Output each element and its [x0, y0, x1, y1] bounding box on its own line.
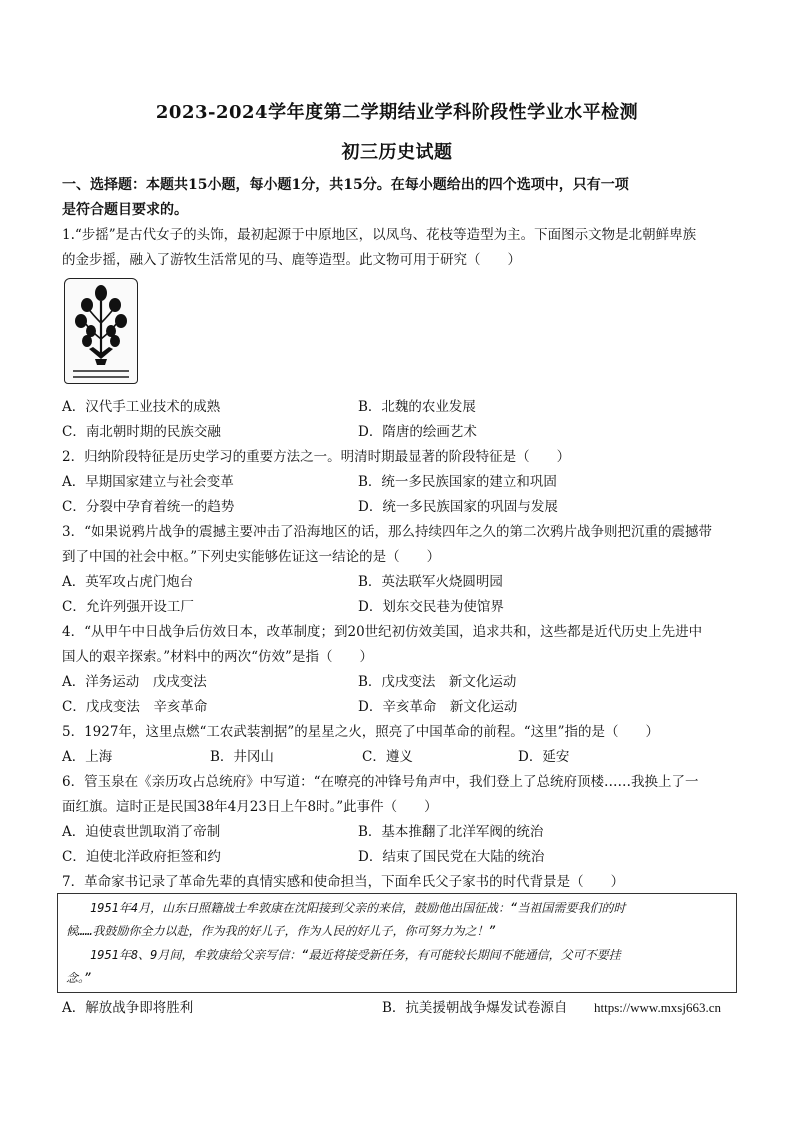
q5-option-d: D．延安 — [518, 749, 570, 765]
exam-title: 2023-2024学年度第二学期结业学科阶段性学业水平检测 — [155, 102, 639, 123]
q1-option-c: C．南北朝时期的民族交融 — [62, 424, 221, 440]
q1-stem-line-2: 的金步摇，融入了游牧生活常见的马、鹿等造型。此文物可用于研究（ ） — [62, 252, 521, 268]
q4-option-b: B．戊戌变法 新文化运动 — [358, 674, 517, 690]
q1-option-b: B．北魏的农业发展 — [358, 399, 476, 415]
q7-quote-line-4: 念。” — [66, 971, 92, 985]
q7-quote-line-3: 1951年8、9月间，牟敦康给父亲写信：“最近将接受新任务，有可能较长期间不能通信，父可不要挂 — [90, 948, 621, 962]
q1-option-d: D．隋唐的绘画艺术 — [358, 424, 477, 440]
q4-stem-line-2: 国人的艰辛探索。”材料中的两次“仿效”是指（ ） — [62, 649, 373, 665]
section-intro-line-2: 是符合题目要求的。 — [62, 202, 188, 218]
q2-option-d: D．统一多民族国家的巩固与发展 — [358, 499, 558, 515]
q7-stem: 7．革命家书记录了革命先辈的真情实感和使命担当，下面牟氏父子家书的时代背景是（ ） — [62, 874, 625, 890]
q2-option-b: B．统一多民族国家的建立和巩固 — [358, 474, 557, 490]
q3-stem-line-1: 3．“如果说鸦片战争的震撼主要冲击了沿海地区的话，那么持续四年之久的第二次鸦片战争则把沉重的震撼带 — [62, 524, 712, 540]
q7-quote-line-1: 1951年4月，山东日照籍战士牟敦康在沈阳接到父亲的来信，鼓励他出国征战：“当祖国需要我们的时 — [90, 901, 626, 915]
q3-option-c: C．允许列强开设工厂 — [62, 599, 194, 615]
q4-option-a: A．洋务运动 戊戌变法 — [62, 674, 207, 690]
q3-option-b: B．英法联军火烧圆明园 — [358, 574, 503, 590]
q6-option-a: A．迫使袁世凯取消了帝制 — [62, 824, 221, 840]
q2-stem: 2．归纳阶段特征是历史学习的重要方法之一。明清时期最显著的阶段特征是（ ） — [62, 449, 571, 465]
gold-buyao-image — [64, 278, 138, 384]
q4-stem-line-1: 4．“从甲午中日战争后仿效日本，改革制度；到20世纪初仿效美国，追求共和，这些都是近代历史上先进中 — [62, 624, 703, 640]
q1-option-a: A．汉代手工业技术的成熟 — [62, 399, 221, 415]
q7-option-a: A．解放战争即将胜利 — [62, 1000, 194, 1016]
q7-letter-quote-box — [57, 893, 737, 993]
q6-option-b: B．基本推翻了北洋军阀的统治 — [358, 824, 544, 840]
source-watermark-url[interactable]: https://www.mxsj663.cn — [594, 1000, 721, 1015]
gold-buyao-illustration — [65, 279, 137, 383]
q6-stem-line-2: 面红旗。這时正是民国38年4月23日上午8时。”此事件（ ） — [62, 799, 438, 815]
q5-stem: 5．1927年，这里点燃“工农武装割据”的星星之火，照亮了中国革命的前程。“这里”指的是（ ） — [62, 724, 660, 740]
q5-option-a: A．上海 — [62, 749, 113, 765]
q3-option-a: A．英军攻占虎门炮台 — [62, 574, 194, 590]
q3-option-d: D．划东交民巷为使馆界 — [358, 599, 504, 615]
q6-option-c: C．迫使北洋政府拒签和约 — [62, 849, 221, 865]
q3-stem-line-2: 到了中国的社会中枢。”下列史实能够佐证这一结论的是（ ） — [62, 549, 441, 565]
q4-option-c: C．戊戌变法 辛亥革命 — [62, 699, 208, 715]
q5-option-c: C．遵义 — [362, 749, 413, 765]
q7-option-b: B．抗美援朝战争爆发试卷源自 — [382, 1000, 568, 1016]
section-intro-line-1: 一、选择题：本题共15小题，每小题1分，共15分。在每小题给出的四个选项中，只有一项 — [62, 177, 629, 193]
q7-quote-line-2: 候……我鼓励你全力以赴，作为我的好儿子，作为人民的好儿子，你可努力为之！” — [66, 924, 496, 938]
q6-option-d: D．结束了国民党在大陆的统治 — [358, 849, 545, 865]
q2-option-a: A．早期国家建立与社会变革 — [62, 474, 234, 490]
q4-option-d: D．辛亥革命 新文化运动 — [358, 699, 518, 715]
q6-stem-line-1: 6．管玉泉在《亲历攻占总统府》中写道：“在嘹亮的冲锋号角声中，我们登上了总统府顶楼……我换上了一 — [62, 774, 699, 790]
exam-subtitle: 初三历史试题 — [341, 142, 453, 163]
q2-option-c: C．分裂中孕育着统一的趋势 — [62, 499, 235, 515]
q5-option-b: B．井冈山 — [210, 749, 274, 765]
q1-stem-line-1: 1.“步摇”是古代女子的头饰，最初起源于中原地区，以凤鸟、花枝等造型为主。下面图示文物是北朝鲜卑族 — [62, 227, 697, 243]
